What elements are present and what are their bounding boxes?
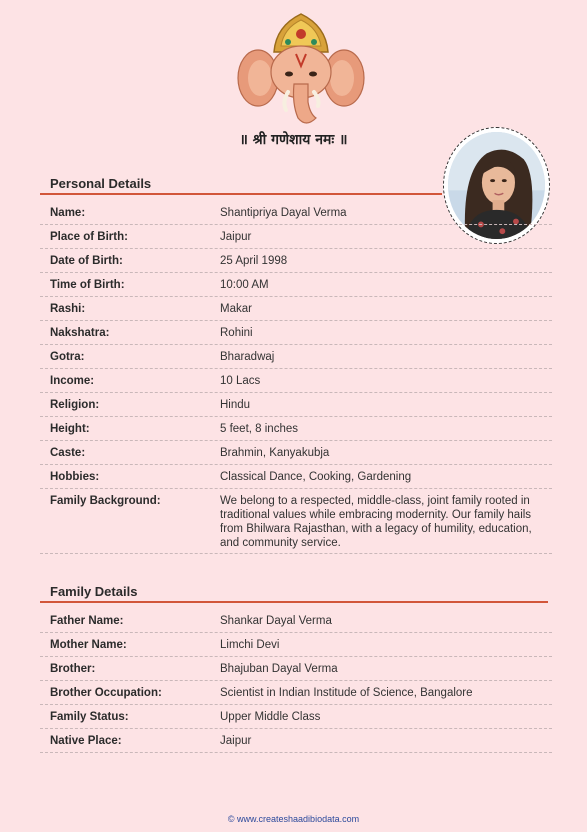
detail-row-caste (40, 441, 552, 465)
detail-value: Hindu (220, 399, 251, 411)
detail-label: Income: (50, 375, 95, 387)
detail-label: Family Background: (50, 495, 161, 507)
detail-label: Date of Birth: (50, 255, 123, 267)
detail-row-gotra (40, 345, 552, 369)
detail-value: Shankar Dayal Verma (220, 615, 332, 627)
detail-label: Brother Occupation: (50, 687, 162, 699)
detail-label: Mother Name: (50, 639, 127, 651)
detail-value: Classical Dance, Cooking, Gardening (220, 471, 412, 483)
detail-value: Jaipur (220, 735, 252, 747)
detail-row-mother-name (40, 633, 552, 657)
detail-value: 10:00 AM (220, 279, 269, 291)
detail-label: Gotra: (50, 351, 85, 363)
detail-value: 5 feet, 8 inches (220, 423, 298, 435)
detail-label: Nakshatra: (50, 327, 110, 339)
detail-value: Bhajuban Dayal Verma (220, 663, 338, 675)
detail-row-rashi (40, 297, 552, 321)
detail-row-date-of-birth (40, 249, 552, 273)
detail-value: Brahmin, Kanyakubja (220, 447, 330, 459)
detail-value: Scientist in Indian Institude of Science, Bangalore (220, 687, 473, 699)
detail-label: Place of Birth: (50, 231, 128, 243)
detail-label: Caste: (50, 447, 86, 459)
personal-details-heading: Personal Details (50, 176, 152, 191)
detail-label: Rashi: (50, 303, 86, 315)
detail-label: Hobbies: (50, 471, 100, 483)
detail-value: Rohini (220, 327, 253, 339)
detail-label: Brother: (50, 663, 96, 675)
detail-row-name (40, 201, 552, 225)
detail-label: Name: (50, 207, 86, 219)
detail-value: We belong to a respected, middle-class, joint family rooted in traditional values while embracing modernity. Our family hails from Bhilwara Rajasthan, with a legacy of humility, education, and community service. (220, 495, 532, 549)
detail-row-religion (40, 393, 552, 417)
detail-label: Religion: (50, 399, 100, 411)
detail-label: Family Status: (50, 711, 129, 723)
detail-value: 25 April 1998 (220, 255, 288, 267)
detail-value: Jaipur (220, 231, 252, 243)
family-details-list (40, 609, 552, 753)
detail-row-hobbies (40, 465, 552, 489)
detail-label: Time of Birth: (50, 279, 125, 291)
personal-details-divider (40, 193, 442, 195)
detail-value: 10 Lacs (220, 375, 261, 387)
detail-value: Bharadwaj (220, 351, 275, 363)
footer-website-link[interactable]: © www.createshaadibiodata.com (227, 814, 360, 824)
detail-row-brother (40, 657, 552, 681)
detail-row-family-background (40, 489, 552, 554)
detail-row-nakshatra (40, 321, 552, 345)
detail-row-income (40, 369, 552, 393)
detail-value: Upper Middle Class (220, 711, 321, 723)
invocation-mantra: ॥ श्री गणेशाय नमः ॥ (239, 132, 348, 148)
family-details-heading: Family Details (50, 584, 138, 599)
detail-row-height (40, 417, 552, 441)
ganesha-image (236, 6, 366, 132)
detail-value: Shantipriya Dayal Verma (220, 207, 347, 219)
family-details-divider (40, 601, 548, 603)
detail-row-family-status (40, 705, 552, 729)
detail-label: Height: (50, 423, 90, 435)
detail-row-time-of-birth (40, 273, 552, 297)
detail-row-brother-occupation (40, 681, 552, 705)
detail-row-father-name (40, 609, 552, 633)
personal-details-list (40, 201, 552, 554)
detail-value: Makar (220, 303, 252, 315)
detail-label: Native Place: (50, 735, 122, 747)
detail-row-place-of-birth (40, 225, 552, 249)
detail-row-native-place (40, 729, 552, 753)
detail-value: Limchi Devi (220, 639, 280, 651)
detail-label: Father Name: (50, 615, 124, 627)
